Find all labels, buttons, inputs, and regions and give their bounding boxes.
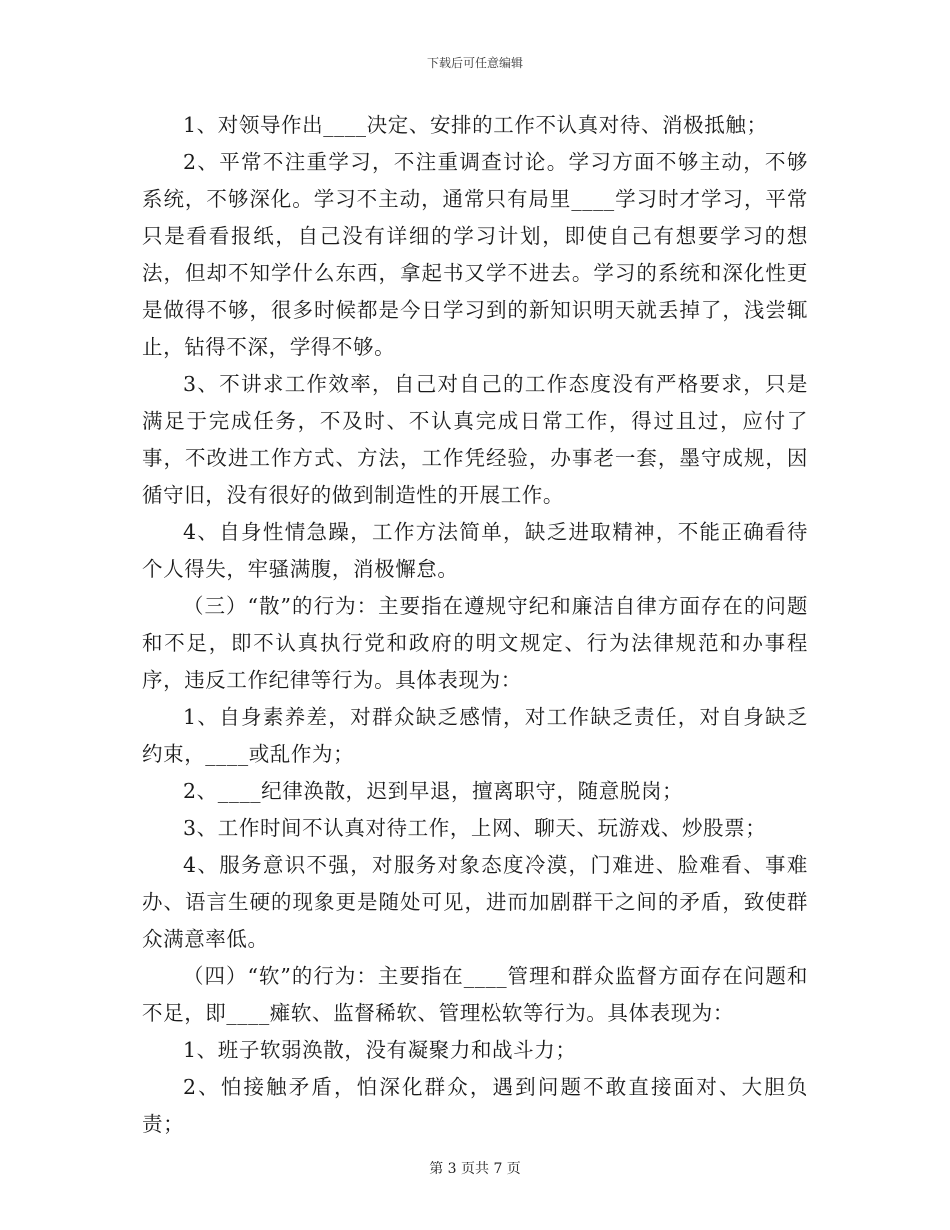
paragraph-1: 1、对领导作出____决定、安排的工作不认真对待、消极抵触； [183, 113, 768, 137]
paragraph-9: 4、服务意识不强，对服务对象态度冷漠，门难进、脸难看、事难办、语言生硬的现象更是随处可见，进而加剧群干之间的矛盾，致使群众满意率低。 [142, 853, 808, 951]
page-footer: 第 3 页共 7 页 [429, 1161, 521, 1177]
paragraph-8: 3、工作时间不认真对待工作，上网、聊天、玩游戏、炒股票； [183, 816, 767, 840]
page-header: 下载后可任意编辑 [426, 56, 523, 70]
paragraph-6: 1、自身素养差，对群众缺乏感情，对工作缺乏责任，对自身缺乏约束，____或乱作为； [142, 705, 808, 766]
paragraph-10: （四）“软”的行为：主要指在____管理和群众监督方面存在问题和不足，即____瘫软、监督稀软、管理松软等行为。具体表现为： [142, 964, 808, 1025]
paragraph-12: 2、怕接触矛盾，怕深化群众，遇到问题不敢直接面对、大胆负责； [142, 1075, 808, 1136]
paragraph-7: 2、____纪律涣散，迟到早退，擅离职守，随意脱岗； [183, 779, 684, 803]
document-body [142, 107, 808, 1143]
paragraph-5: （三）“散”的行为：主要指在遵规守纪和廉洁自律方面存在的问题和不足，即不认真执行党和政府的明文规定、行为法律规范和办事程序，违反工作纪律等行为。具体表现为： [142, 594, 808, 692]
paragraph-4: 4、自身性情急躁，工作方法简单，缺乏进取精神，不能正确看待个人得失，牢骚满腹，消极懈怠。 [142, 520, 808, 581]
paragraph-2: 2、平常不注重学习，不注重调查讨论。学习方面不够主动，不够系统，不够深化。学习不主动，通常只有局里____学习时才学习，平常只是看看报纸，自己没有详细的学习计划，即使自己有想要学习的想法，但却不知学什么东西，拿起书又学不进去。学习的系统和深化性更是做得不够，很多时候都是今日学习到的新知识明天就丢掉了，浅尝辄止，钻得不深，学得不够。 [142, 150, 808, 359]
paragraph-11: 1、班子软弱涣散，没有凝聚力和战斗力； [183, 1038, 577, 1062]
paragraph-3: 3、不讲求工作效率，自己对自己的工作态度没有严格要求，只是满足于完成任务，不及时、不认真完成日常工作，得过且过，应付了事，不改进工作方式、方法，工作凭经验，办事老一套，墨守成规，因循守旧，没有很好的做到制造性的开展工作。 [142, 372, 808, 507]
